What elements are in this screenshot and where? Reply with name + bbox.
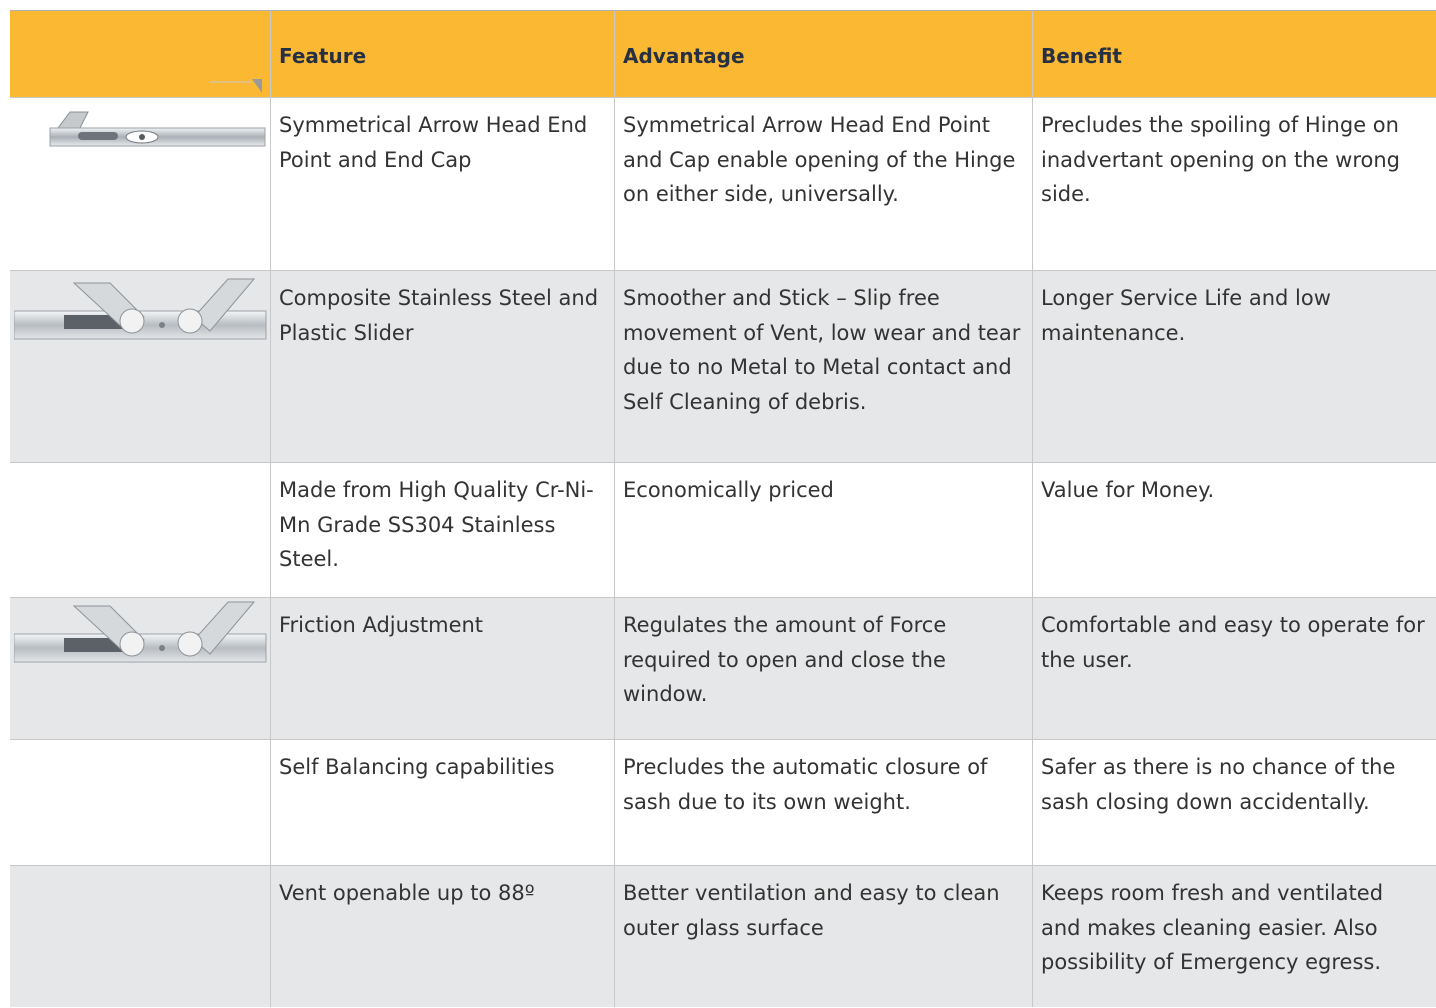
advantage-cell: Economically priced <box>614 463 1032 597</box>
row-image-cell <box>10 866 270 1007</box>
feature-cell: Vent openable up to 88º <box>270 866 614 1007</box>
table-row <box>10 462 1436 597</box>
row-image-cell <box>10 463 270 597</box>
feature-table <box>10 10 1436 1007</box>
row-image-cell <box>10 98 270 270</box>
feature-cell: Made from High Quality Cr-Ni-Mn Grade SS304 Stainless Steel. <box>270 463 614 597</box>
advantage-cell: Symmetrical Arrow Head End Point and Cap enable opening of the Hinge on either side, universally. <box>614 98 1032 270</box>
benefit-cell: Keeps room fresh and ventilated and makes cleaning easier. Also possibility of Emergency egress. <box>1032 866 1436 1007</box>
advantage-cell: Precludes the automatic closure of sash due to its own weight. <box>614 740 1032 865</box>
header-feature: Feature <box>270 11 614 97</box>
header-benefit: Benefit <box>1032 11 1436 97</box>
table-row <box>10 597 1436 739</box>
benefit-cell: Comfortable and easy to operate for the user. <box>1032 598 1436 739</box>
benefit-cell: Precludes the spoiling of Hinge on inadvertant opening on the wrong side. <box>1032 98 1436 270</box>
table-row <box>10 97 1436 270</box>
benefit-cell: Value for Money. <box>1032 463 1436 597</box>
advantage-cell: Smoother and Stick – Slip free movement of Vent, low wear and tear due to no Metal to Metal contact and Self Cleaning of debris. <box>614 271 1032 462</box>
end-cap-image <box>44 106 269 166</box>
benefit-cell: Safer as there is no chance of the sash closing down accidentally. <box>1032 740 1436 865</box>
slider-image <box>14 598 270 668</box>
benefit-cell: Longer Service Life and low maintenance. <box>1032 271 1436 462</box>
header-image-cell <box>10 11 270 97</box>
table-row <box>10 739 1436 865</box>
feature-cell: Self Balancing capabilities <box>270 740 614 865</box>
table-header <box>10 10 1436 97</box>
feature-cell: Friction Adjustment <box>270 598 614 739</box>
header-advantage: Advantage <box>614 11 1032 97</box>
feature-cell: Composite Stainless Steel and Plastic Slider <box>270 271 614 462</box>
feature-cell: Symmetrical Arrow Head End Point and End Cap <box>270 98 614 270</box>
row-image-cell <box>10 598 270 739</box>
row-image-cell <box>10 740 270 865</box>
row-image-cell <box>10 271 270 462</box>
advantage-cell: Better ventilation and easy to clean outer glass surface <box>614 866 1032 1007</box>
advantage-cell: Regulates the amount of Force required to open and close the window. <box>614 598 1032 739</box>
table-row <box>10 865 1436 1007</box>
table-row <box>10 270 1436 462</box>
slider-image <box>14 275 270 345</box>
